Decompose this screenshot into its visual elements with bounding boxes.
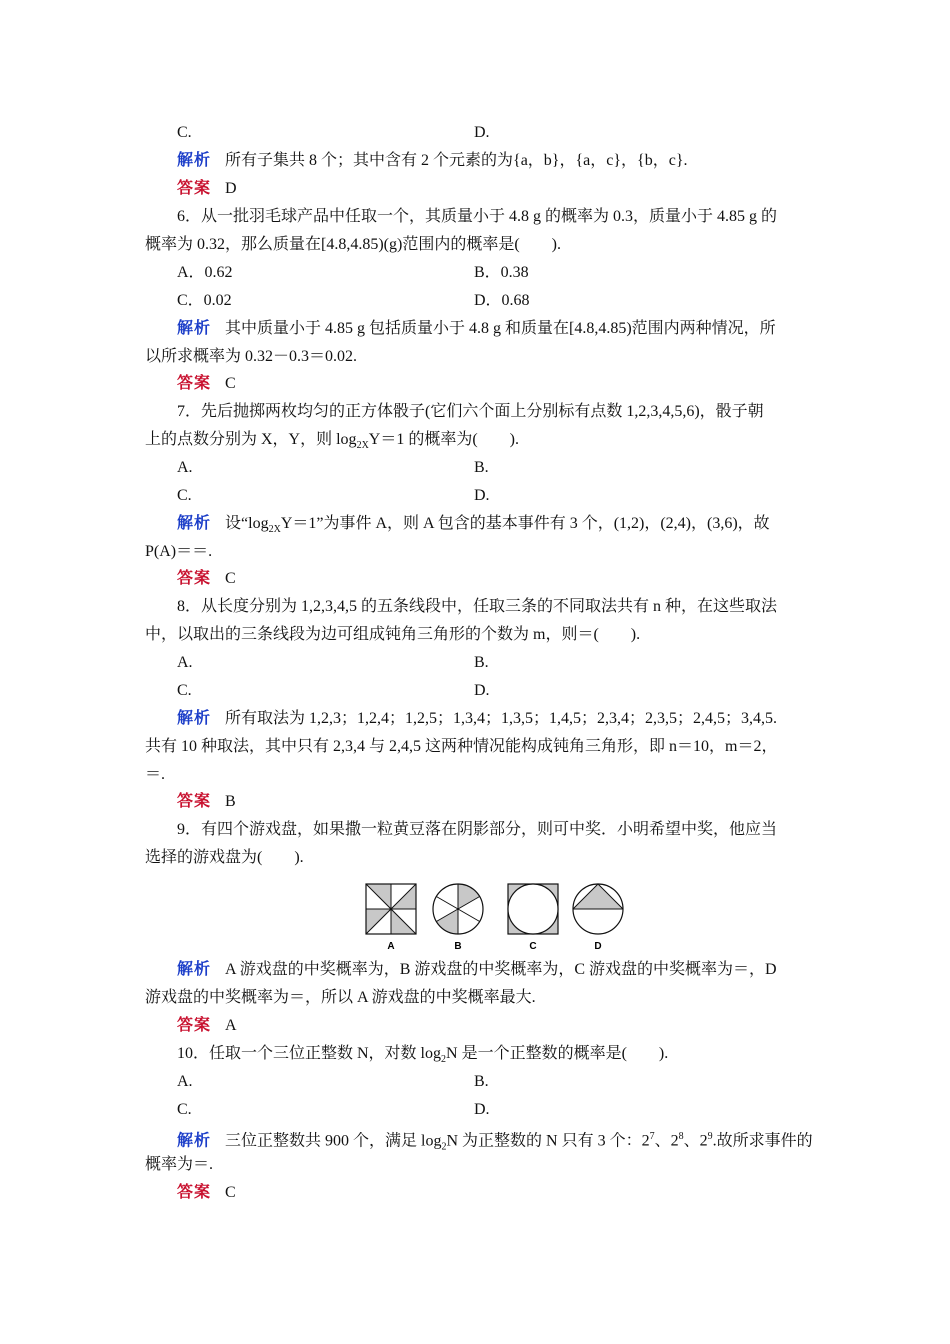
superscript: 7 xyxy=(649,1131,655,1142)
option-c: C．0.02 xyxy=(177,292,232,309)
option-a: A. xyxy=(177,654,193,671)
analysis-tag: 解析 xyxy=(177,1132,212,1150)
subscript: 2X xyxy=(356,440,369,452)
analysis-tag: 解析 xyxy=(177,515,212,532)
analysis-line xyxy=(177,708,777,730)
question-7-line-2 xyxy=(145,429,519,457)
board-a xyxy=(366,884,416,934)
answer-tag: 答案 xyxy=(177,570,212,587)
question-6-line-1: 6．从一批羽毛球产品中任取一个，其质量小于 4.8 g 的概率为 0.3，质量小于 4.85 g 的 xyxy=(177,208,778,225)
board-c xyxy=(508,884,558,934)
analysis-text: 所有取法为 1,2,3；1,2,4；1,2,5；1,3,4；1,3,5；1,4,5；2,3,4；2,3,5；2,4,5；3,4,5. xyxy=(225,710,778,727)
analysis-line xyxy=(177,1126,813,1159)
text-segment: 、2 xyxy=(683,1132,708,1150)
analysis-text-cont: 游戏盘的中奖概率为＝，所以 A 游戏盘的中奖概率最大. xyxy=(145,989,536,1006)
answer-tag: 答案 xyxy=(177,1184,212,1201)
question-7-line-1: 7．先后抛掷两枚均匀的正方体骰子(它们六个面上分别标有点数 1,2,3,4,5,6)，骰子朝 xyxy=(177,403,764,420)
analysis-line xyxy=(177,318,776,340)
superscript: 8 xyxy=(678,1131,684,1142)
option-a: A．0.62 xyxy=(177,264,233,281)
answer-text: C xyxy=(225,375,236,392)
subscript: 2 xyxy=(441,1054,447,1066)
answer-line xyxy=(177,178,237,200)
question-9-line-1: 9．有四个游戏盘，如果撒一粒黄豆落在阴影部分，则可中奖．小明希望中奖，他应当 xyxy=(177,821,778,838)
answer-line xyxy=(177,1182,236,1204)
game-boards-figure xyxy=(364,882,624,952)
answer-line xyxy=(177,791,236,813)
answer-text: A xyxy=(225,1017,237,1034)
analysis-line xyxy=(177,513,770,541)
question-10-line-1 xyxy=(177,1043,668,1071)
option-c: C. xyxy=(177,1101,192,1118)
analysis-text-cont: 以所求概率为 0.32－0.3＝0.02. xyxy=(145,348,358,365)
board-c-circle xyxy=(508,884,558,934)
answer-line xyxy=(177,1015,237,1037)
answer-line xyxy=(177,373,236,395)
text-segment: 上的点数分别为 X，Y，则 log xyxy=(145,431,357,448)
answer-line xyxy=(177,568,236,590)
board-d-label: D xyxy=(594,941,602,952)
option-d: D. xyxy=(474,124,490,141)
text-segment: N 是一个正整数的概率是( ). xyxy=(446,1045,669,1062)
analysis-text-cont: 共有 10 种取法，其中只有 2,3,4 与 2,4,5 这两种情况能构成钝角三角形，即 n＝10，m＝2， xyxy=(145,738,778,755)
question-9-line-2: 选择的游戏盘为( ). xyxy=(145,849,304,866)
text-segment: 三位正整数共 900 个，满足 log xyxy=(225,1132,442,1150)
board-d-shade xyxy=(573,884,623,909)
board-b xyxy=(433,884,483,934)
question-8-line-1: 8．从长度分别为 1,2,3,4,5 的五条线段中，任取三条的不同取法共有 n 种，在这些取法 xyxy=(177,598,778,615)
analysis-text-cont: P(A)＝＝. xyxy=(145,543,213,560)
answer-tag: 答案 xyxy=(177,375,212,392)
text-segment: 设“log xyxy=(225,515,269,532)
option-c: C. xyxy=(177,682,192,699)
answer-text: B xyxy=(225,793,236,810)
analysis-tag: 解析 xyxy=(177,961,212,978)
text-segment: 、2 xyxy=(654,1132,679,1150)
answer-tag: 答案 xyxy=(177,180,212,197)
board-d xyxy=(573,884,623,934)
board-b-shade xyxy=(436,909,458,934)
answer-tag: 答案 xyxy=(177,1017,212,1034)
analysis-tag: 解析 xyxy=(177,320,212,337)
subscript: 2 xyxy=(441,1141,447,1153)
board-b-label: B xyxy=(454,941,462,952)
board-b-shade xyxy=(458,884,480,909)
text-segment: N 为正整数的 N 只有 3 个：2 xyxy=(446,1132,650,1150)
analysis-text: 其中质量小于 4.85 g 包括质量小于 4.8 g 和质量在[4.8,4.85)范围内两种情况，所 xyxy=(225,320,776,337)
analysis-text: 所有子集共 8 个；其中含有 2 个元素的为{a，b}，{a，c}，{b，c}. xyxy=(225,152,688,169)
answer-text: C xyxy=(225,1184,236,1201)
answer-text: D xyxy=(225,180,237,197)
option-c: C. xyxy=(177,124,192,141)
option-d: D．0.68 xyxy=(474,292,530,309)
option-d: D. xyxy=(474,682,490,699)
analysis-tag: 解析 xyxy=(177,152,212,169)
superscript: 9 xyxy=(707,1131,713,1142)
text-segment: .故所求事件的 xyxy=(712,1132,813,1150)
option-a: A. xyxy=(177,1073,193,1090)
answer-tag: 答案 xyxy=(177,793,212,810)
analysis-text-cont: ＝. xyxy=(145,766,166,783)
question-8-line-2: 中，以取出的三条线段为边可组成钝角三角形的个数为 m，则＝( ). xyxy=(145,626,641,643)
option-c: C. xyxy=(177,487,192,504)
text-segment: 10．任取一个三位正整数 N，对数 log xyxy=(177,1045,442,1062)
option-a: A. xyxy=(177,459,193,476)
analysis-line xyxy=(177,150,688,172)
text-segment: Y＝1”为事件 A，则 A 包含的基本事件有 3 个，(1,2)，(2,4)，(3,6)，故 xyxy=(280,515,770,532)
option-b: B. xyxy=(474,459,489,476)
analysis-line xyxy=(177,959,777,981)
text-segment: Y＝1 的概率为( ). xyxy=(368,431,520,448)
analysis-text-cont: 概率为＝. xyxy=(145,1156,214,1173)
option-b: B．0.38 xyxy=(474,264,529,281)
analysis-tag: 解析 xyxy=(177,710,212,727)
board-c-label: C xyxy=(529,941,537,952)
answer-text: C xyxy=(225,570,236,587)
question-6-line-2: 概率为 0.32，那么质量在[4.8,4.85)(g)范围内的概率是( ). xyxy=(145,236,561,253)
option-d: D. xyxy=(474,487,490,504)
board-a-label: A xyxy=(387,941,395,952)
analysis-text: A 游戏盘的中奖概率为，B 游戏盘的中奖概率为，C 游戏盘的中奖概率为＝，D xyxy=(225,961,777,978)
subscript: 2X xyxy=(268,524,281,536)
option-b: B. xyxy=(474,654,489,671)
option-d: D. xyxy=(474,1101,490,1118)
option-b: B. xyxy=(474,1073,489,1090)
